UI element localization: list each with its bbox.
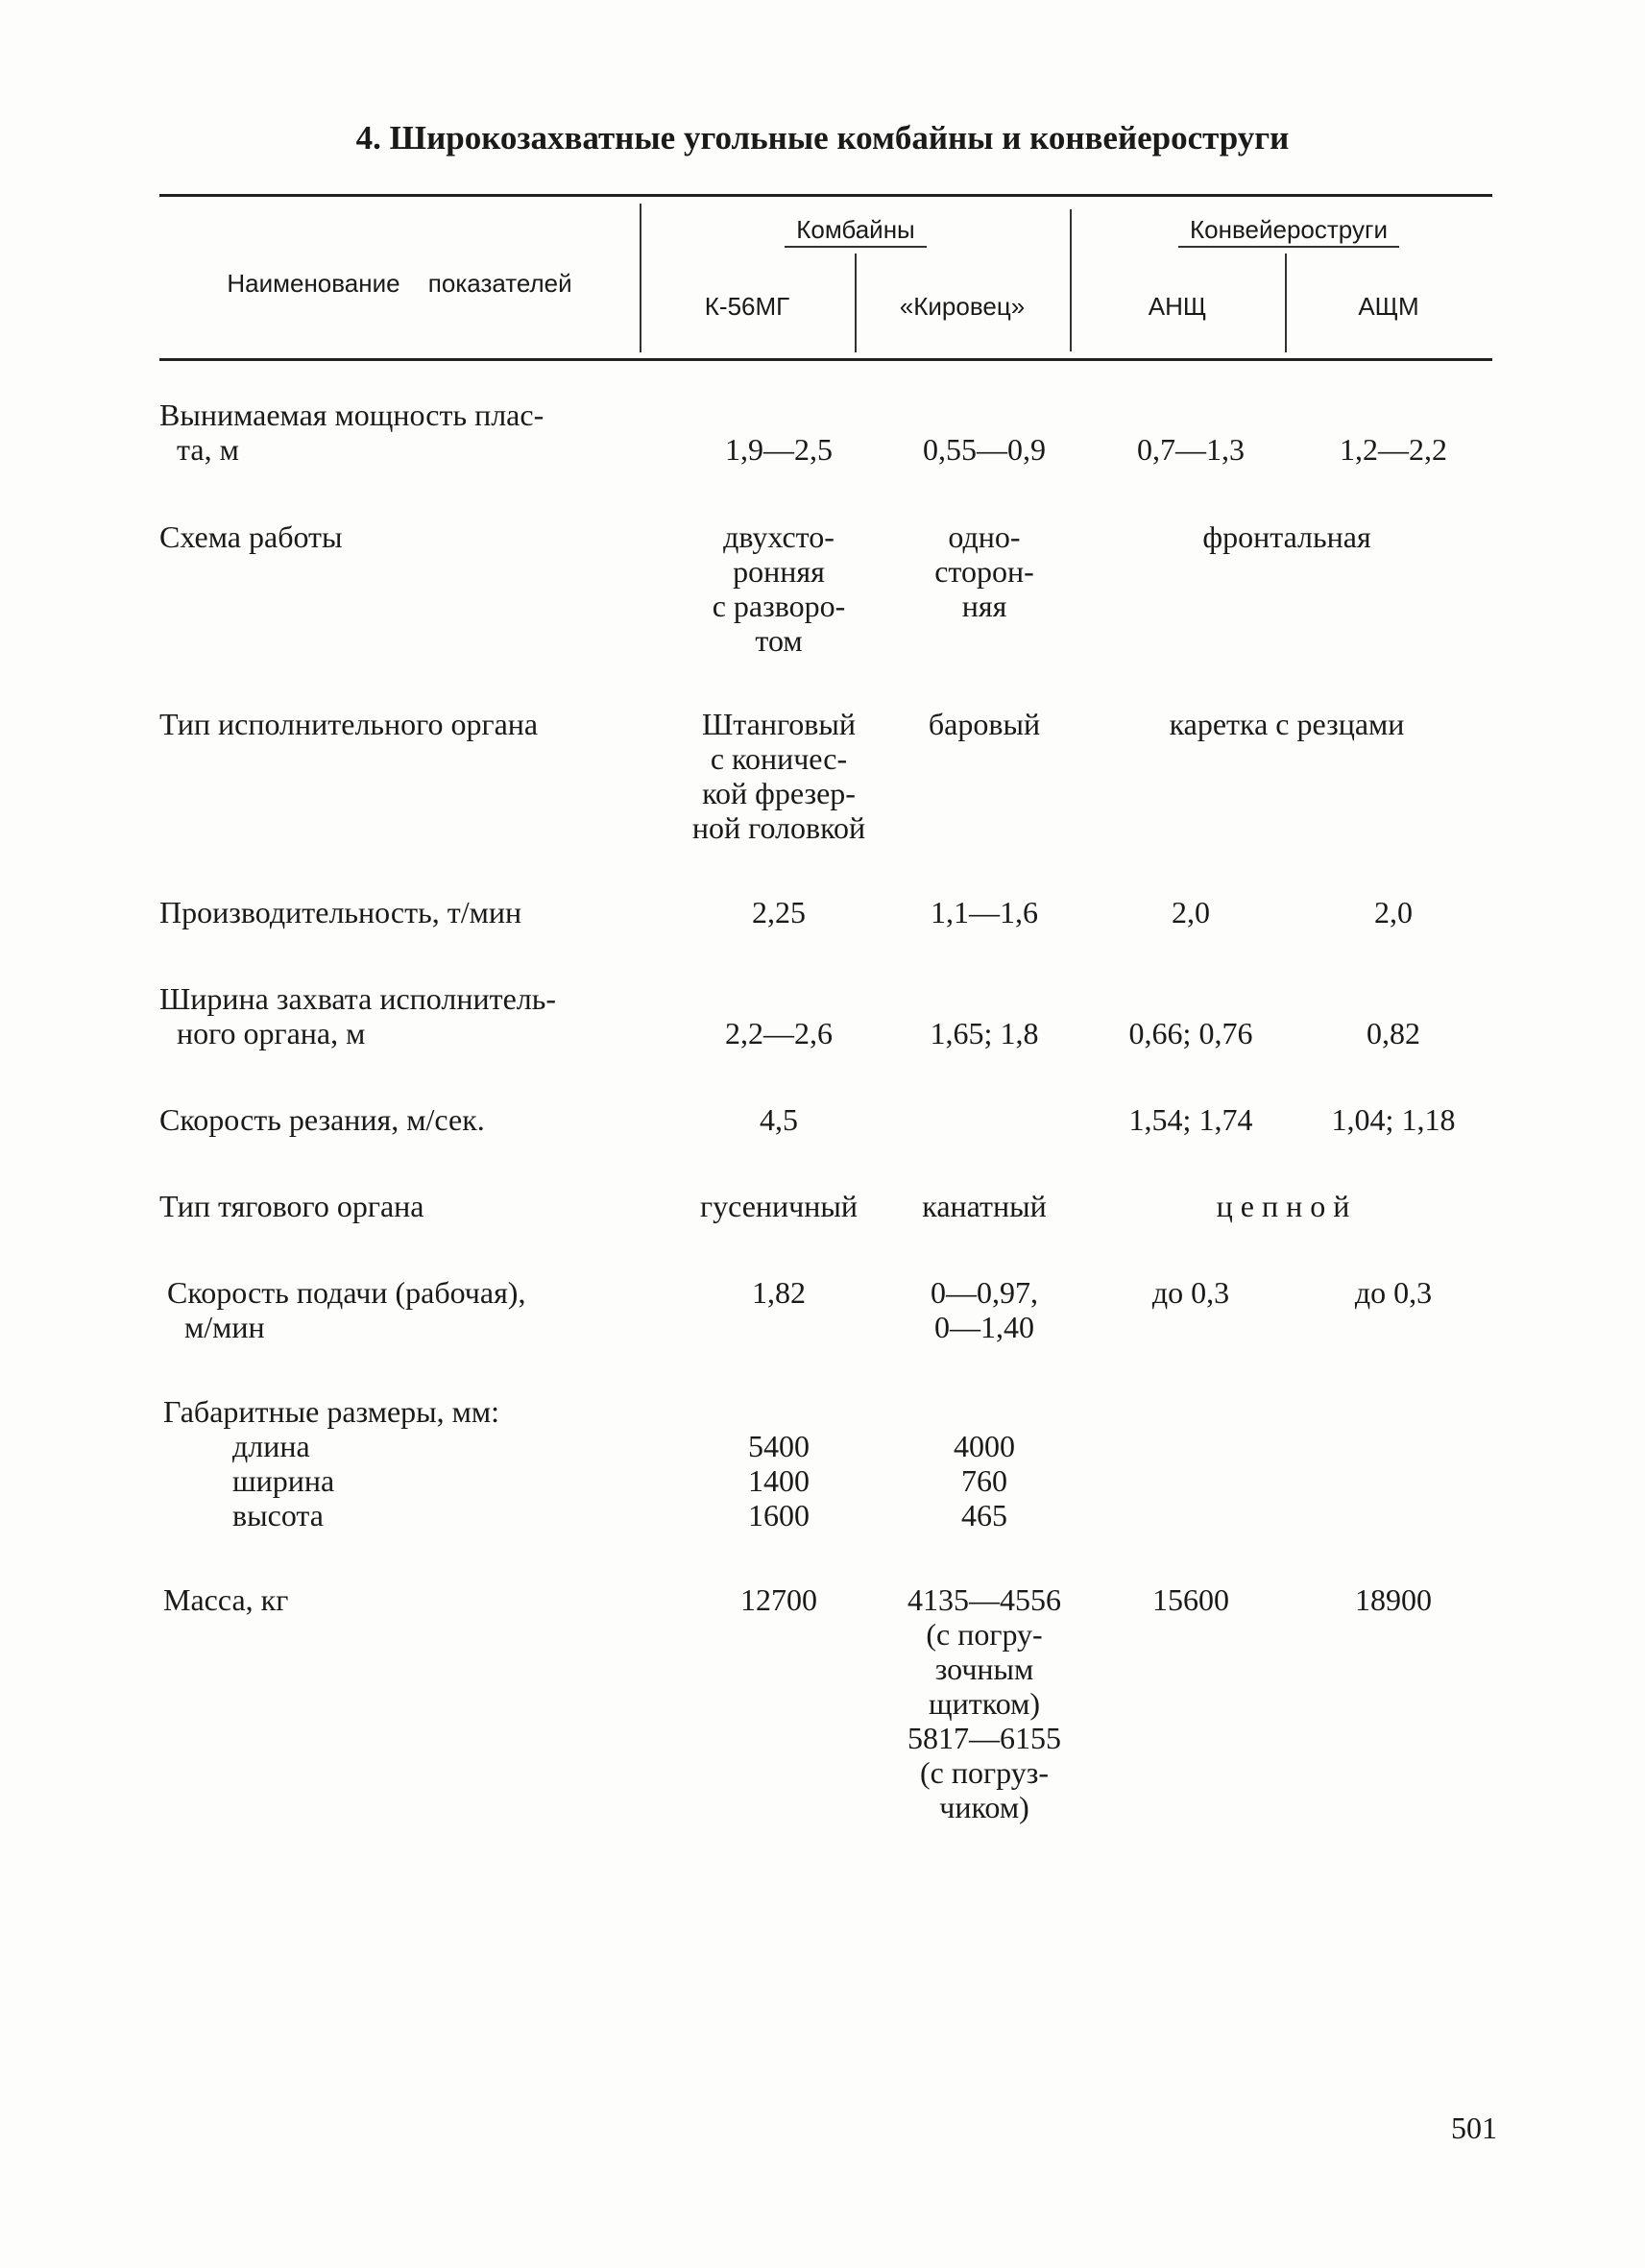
cell-productivity-ashchm: 2,0 bbox=[1374, 895, 1413, 929]
row-label-dimensions bbox=[163, 1394, 682, 1532]
row-label-thickness bbox=[159, 398, 678, 467]
row-label-feed-speed-l2: м/мин bbox=[184, 1310, 265, 1344]
table-top-rule bbox=[159, 194, 1492, 197]
cell-feed-speed-k56mg: 1,82 bbox=[752, 1275, 806, 1310]
cell-cutting-speed-anshch: 1,54; 1,74 bbox=[1128, 1102, 1253, 1137]
cell-thickness-k56mg: 1,9—2,5 bbox=[725, 432, 833, 467]
cell-mass-k56mg: 12700 bbox=[740, 1582, 817, 1617]
row-label-feed-speed-l1: Скорость подачи (рабочая), bbox=[167, 1275, 526, 1310]
row-label-organ-type: Тип исполнительного органа bbox=[159, 707, 539, 741]
cell-feed-speed-kirovets: 0—0,97, 0—1,40 bbox=[931, 1275, 1038, 1344]
cell-thickness-anshch: 0,7—1,3 bbox=[1137, 432, 1245, 467]
cell-organ-type-conveyors: каретка с резцами bbox=[1169, 707, 1405, 741]
cell-traction-k56mg: гусеничный bbox=[699, 1189, 858, 1223]
cell-mass-anshch: 15600 bbox=[1152, 1582, 1229, 1617]
header-group-conveyors-text: Конвейероструги bbox=[1178, 215, 1399, 248]
cell-cutting-speed-ashchm: 1,04; 1,18 bbox=[1331, 1102, 1456, 1137]
cell-mass-kirovets: 4135—4556 (с погру- зочным щитком) 5817—6155 (с погруз- чиком) bbox=[907, 1582, 1061, 1824]
row-label-feed-speed bbox=[167, 1275, 686, 1344]
row-label-dimensions-length: длина bbox=[232, 1429, 310, 1463]
cell-traction-conveyors: цепной bbox=[1216, 1189, 1358, 1223]
row-label-cutting-speed: Скорость резания, м/сек. bbox=[159, 1102, 485, 1137]
row-label-dimensions-main: Габаритные размеры, мм: bbox=[163, 1394, 500, 1429]
row-label-width-l2: ного органа, м bbox=[177, 1016, 366, 1050]
cell-width-k56mg: 2,2—2,6 bbox=[725, 1016, 833, 1050]
row-label-dimensions-height: высота bbox=[232, 1498, 324, 1532]
cell-dimensions-k56mg: 5400 1400 1600 bbox=[748, 1429, 810, 1532]
header-divider-label bbox=[640, 204, 641, 352]
row-label-mass: Масса, кг bbox=[163, 1582, 289, 1617]
header-group-conveyors bbox=[1085, 215, 1492, 245]
row-label-dimensions-width: ширина bbox=[232, 1463, 335, 1498]
cell-feed-speed-ashchm: до 0,3 bbox=[1354, 1275, 1433, 1310]
row-label-thickness-l2: та, м bbox=[177, 432, 239, 467]
header-col-anshch: АНЩ bbox=[1148, 292, 1207, 321]
cell-scheme-k56mg: двухсто- ронняя с разворо- том bbox=[712, 519, 846, 658]
table-header-rule bbox=[159, 358, 1492, 361]
cell-width-anshch: 0,66; 0,76 bbox=[1128, 1016, 1253, 1050]
header-col-ashchm: АЩМ bbox=[1358, 292, 1419, 321]
cell-organ-type-k56mg: Штанговый с коничес- кой фрезер- ной головкой bbox=[691, 707, 866, 845]
cell-scheme-kirovets: одно- сторон- няя bbox=[934, 519, 1034, 623]
cell-thickness-kirovets: 0,55—0,9 bbox=[923, 432, 1046, 467]
header-group-combines bbox=[659, 215, 1052, 245]
cell-organ-type-kirovets: баровый bbox=[928, 707, 1041, 741]
cell-thickness-ashchm: 1,2—2,2 bbox=[1340, 432, 1447, 467]
cell-productivity-kirovets: 1,1—1,6 bbox=[931, 895, 1038, 929]
header-col-kirovets: «Кировец» bbox=[899, 292, 1026, 321]
cell-width-ashchm: 0,82 bbox=[1367, 1016, 1420, 1050]
page-number: 501 bbox=[1451, 2111, 1497, 2145]
table-title: 4. Широкозахватные угольные комбайны и конвейероструги bbox=[355, 119, 1290, 157]
header-group-combines-text: Комбайны bbox=[785, 215, 927, 248]
header-divider-groups bbox=[1070, 209, 1072, 351]
cell-productivity-anshch: 2,0 bbox=[1172, 895, 1210, 929]
cell-feed-speed-anshch: до 0,3 bbox=[1151, 1275, 1230, 1310]
cell-cutting-speed-k56mg: 4,5 bbox=[760, 1102, 798, 1137]
cell-mass-ashchm: 18900 bbox=[1355, 1582, 1432, 1617]
cell-scheme-conveyors: фронтальная bbox=[1202, 519, 1371, 554]
row-label-traction: Тип тягового органа bbox=[159, 1189, 424, 1223]
header-col-k56mg: К-56МГ bbox=[704, 292, 790, 321]
row-label-thickness-l1: Вынимаемая мощность плас- bbox=[159, 398, 544, 432]
row-label-width bbox=[159, 981, 678, 1050]
cell-traction-kirovets: канатный bbox=[922, 1189, 1047, 1223]
header-label-column: Наименование показателей bbox=[227, 269, 572, 298]
row-label-width-l1: Ширина захвата исполнитель- bbox=[159, 981, 556, 1016]
cell-productivity-k56mg: 2,25 bbox=[752, 895, 806, 929]
cell-width-kirovets: 1,65; 1,8 bbox=[930, 1016, 1039, 1050]
row-label-scheme: Схема работы bbox=[159, 519, 343, 554]
cell-dimensions-kirovets: 4000 760 465 bbox=[954, 1429, 1015, 1532]
row-label-productivity: Производительность, т/мин bbox=[159, 895, 522, 929]
